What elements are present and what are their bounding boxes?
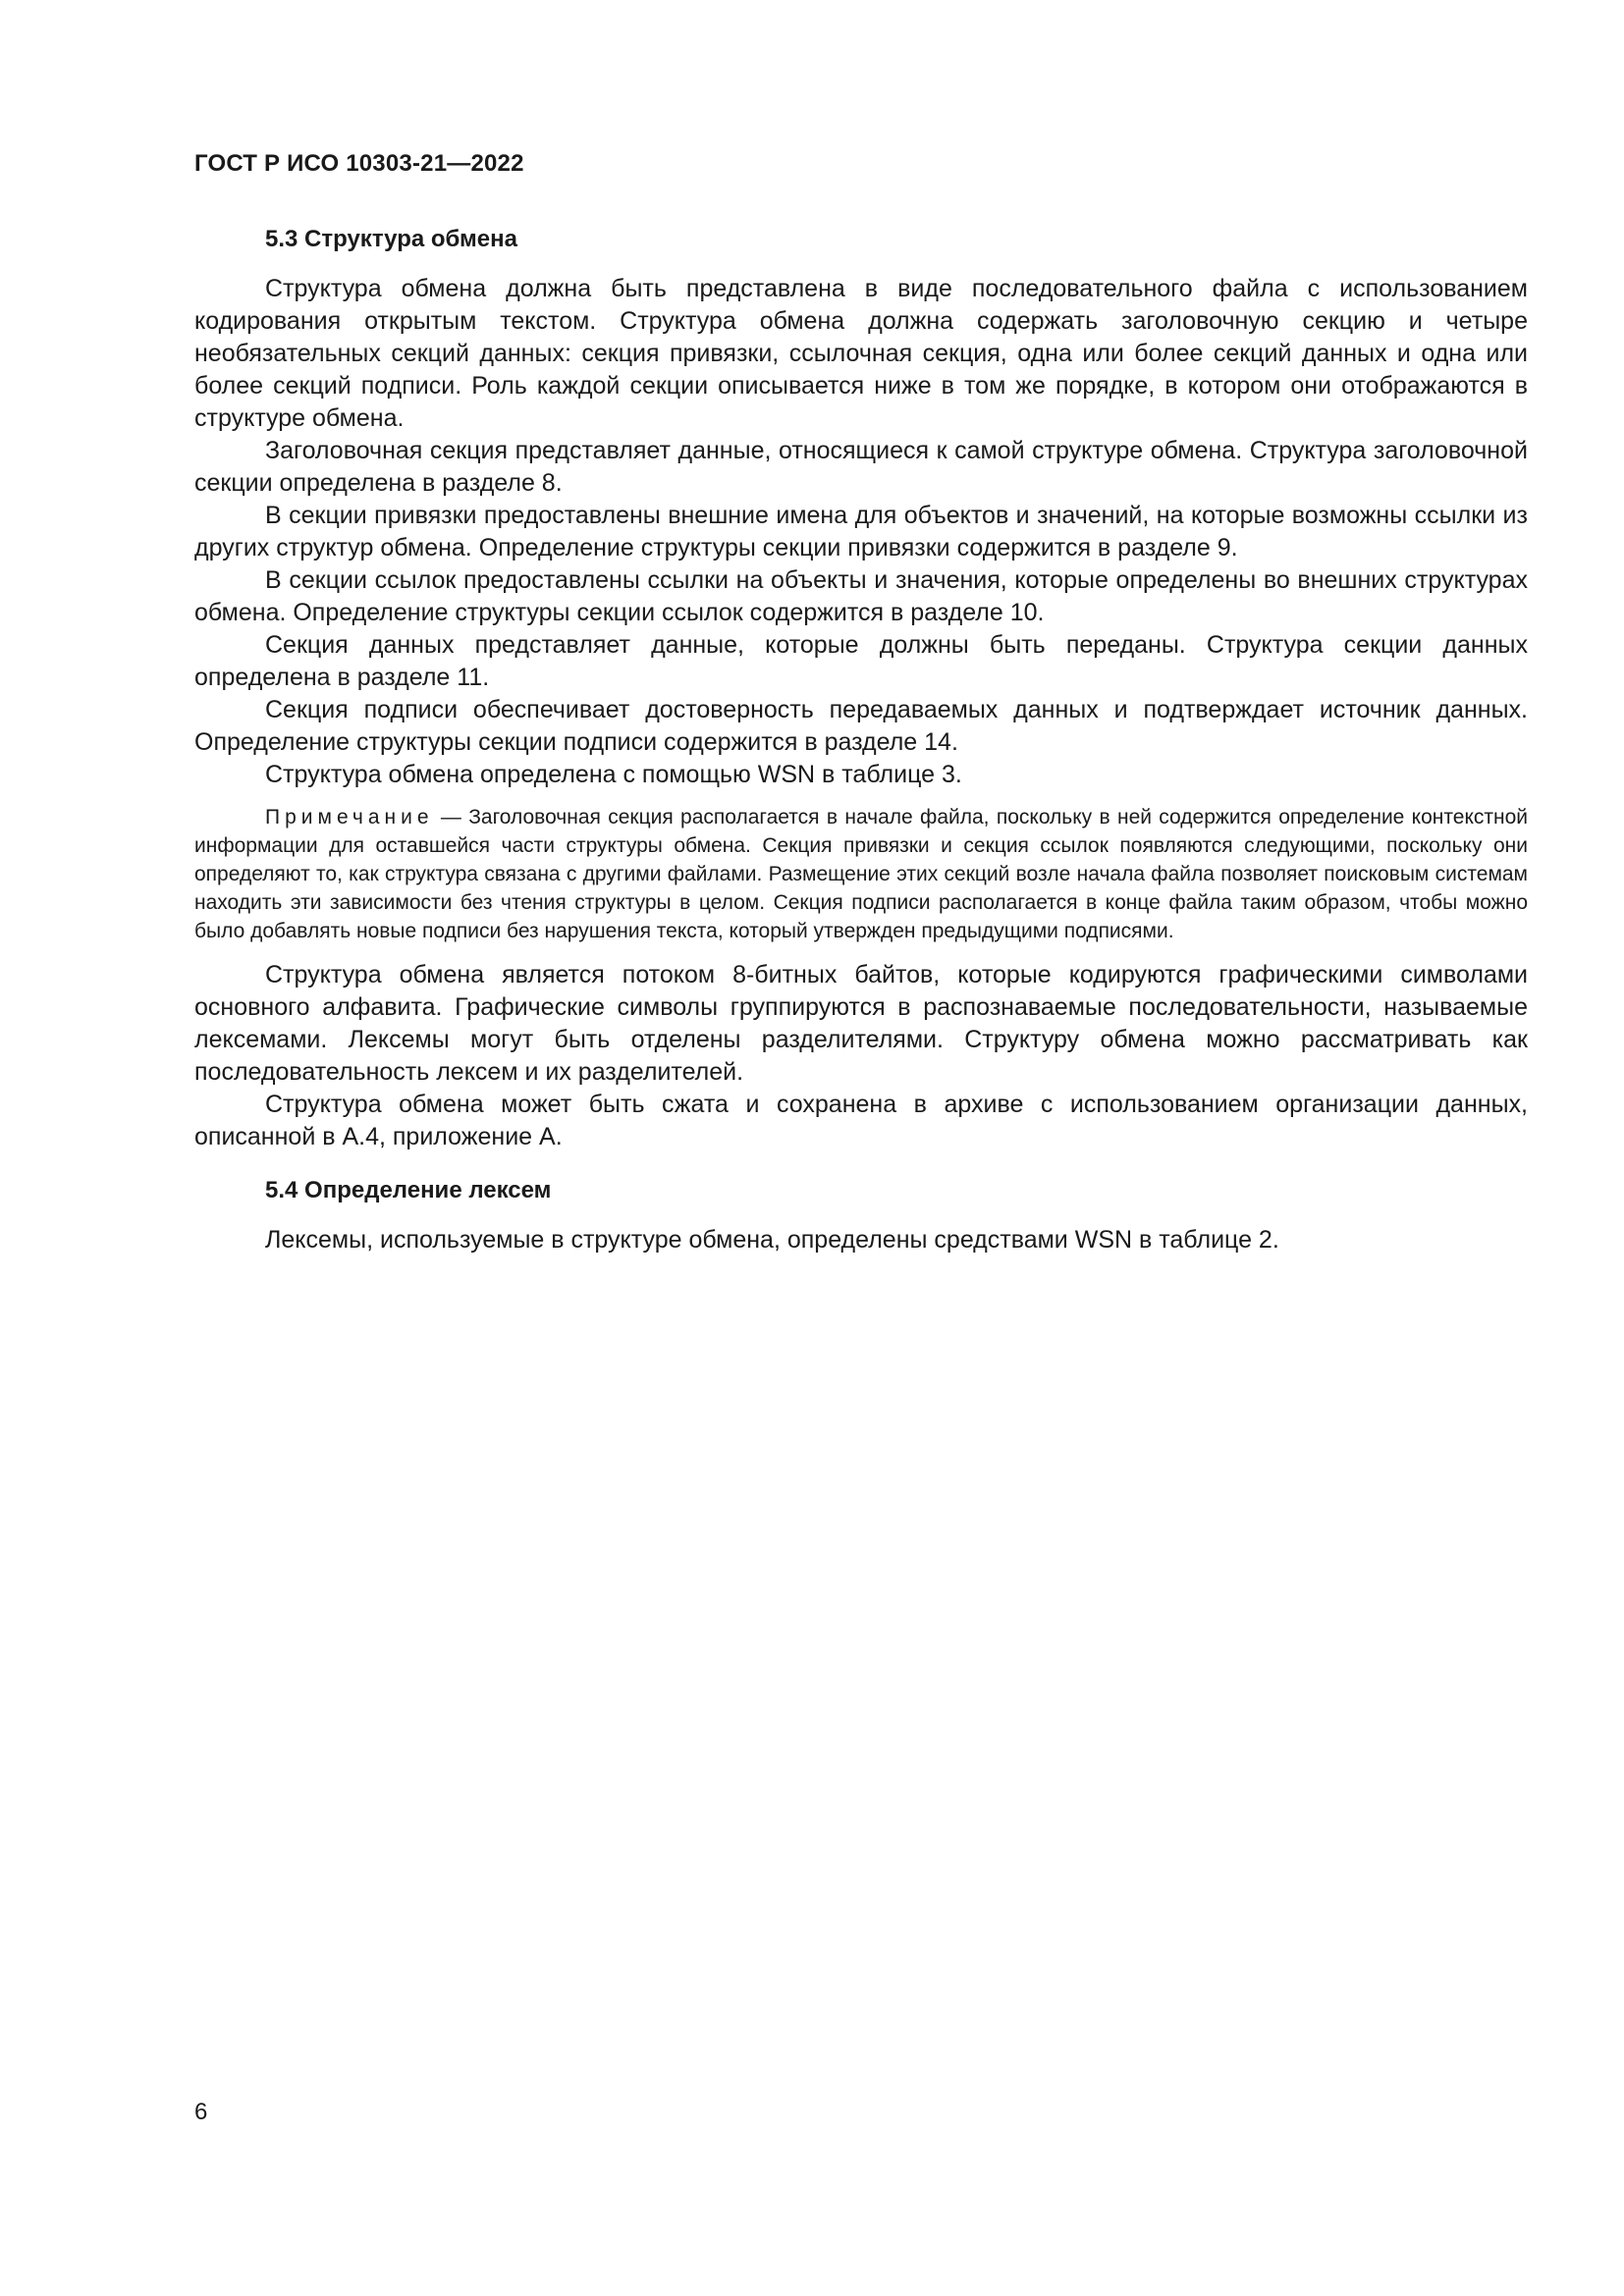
note-label: Примечание: [265, 806, 434, 828]
paragraph: В секции ссылок предоставлены ссылки на объекты и значения, которые определены во внешних структурах обмена. Определение структуры секции ссылок содержится в разделе 10.: [194, 566, 1528, 626]
paragraph: Структура обмена является потоком 8-битных байтов, которые кодируются графическими символами основного алфавита. Графические символы группируются в распознаваемые последовательности, называемые лексемами. Лексемы могут быть отделены разделителями. Структуру обмена можно рассматривать как последовательность лексем и их разделителей.: [194, 961, 1528, 1086]
section-heading-5-4: 5.4 Определение лексем: [265, 1177, 552, 1203]
note: [194, 803, 1528, 945]
paragraph: Структура обмена должна быть представлена в виде последовательного файла с использованием кодирования открытым текстом. Структура обмена должна содержать заголовочную секцию и четыре необязательных секций данных: секция привязки, ссылочная секция, одна или более секций данных и одна или более секций подписи. Роль каждой секции описывается ниже в том же порядке, в котором они отображаются в структуре обмена.: [194, 275, 1528, 432]
paragraph: В секции привязки предоставлены внешние имена для объектов и значений, на которые возможны ссылки из других структур обмена. Определение структуры секции привязки содержится в разделе 9.: [194, 502, 1528, 561]
note-text: — Заголовочная секция располагается в начале файла, поскольку в ней содержится определение контекстной информации для оставшейся части структуры обмена. Секция привязки и секция ссылок появляются следующими, поскольку они определяют то, как структура связана с другими файлами. Размещение этих секций возле начала файла позволяет поисковым системам находить эти зависимости без чтения структуры в целом. Секция подписи располагается в конце файла таким образом, чтобы можно было добавлять новые подписи без нарушения текста, который утвержден предыдущими подписями.: [194, 806, 1528, 942]
document-header: ГОСТ Р ИСО 10303-21—2022: [194, 150, 524, 177]
paragraph: Структура обмена определена с помощью WSN в таблице 3.: [265, 761, 962, 788]
paragraph: Секция подписи обеспечивает достоверность передаваемых данных и подтверждает источник данных. Определение структуры секции подписи содержится в разделе 14.: [194, 696, 1528, 756]
paragraph: Структура обмена может быть сжата и сохранена в архиве с использованием организации данных, описанной в А.4, приложение А.: [194, 1091, 1528, 1150]
page-number: 6: [194, 2099, 208, 2125]
document-body: [194, 224, 1528, 1256]
paragraph: Лексемы, используемые в структуре обмена, определены средствами WSN в таблице 2.: [265, 1226, 1279, 1254]
paragraph: Заголовочная секция представляет данные, относящиеся к самой структуре обмена. Структура заголовочной секции определена в разделе 8.: [194, 437, 1528, 497]
section-heading-5-3: 5.3 Структура обмена: [265, 226, 517, 252]
spacer: [194, 1153, 1528, 1175]
paragraph: Секция данных представляет данные, которые должны быть переданы. Структура секции данных определена в разделе 11.: [194, 631, 1528, 691]
